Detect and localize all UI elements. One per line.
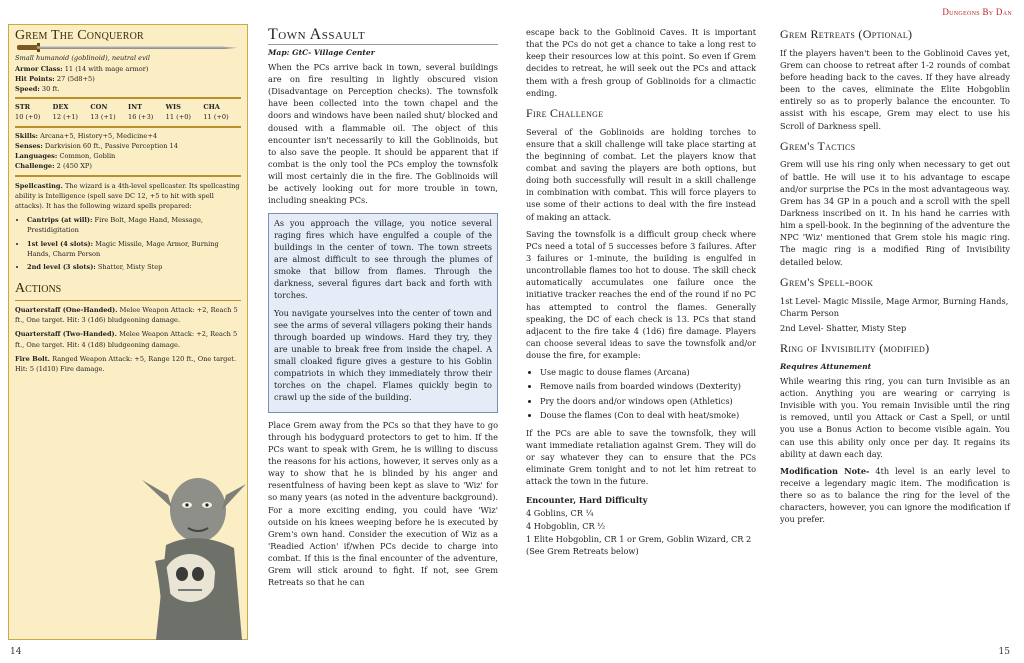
list-item: • Douse the flames (Con to deal with heat/smoke) (540, 409, 756, 421)
section-heading: Fire Challenge (526, 105, 604, 120)
column-fire-challenge (526, 26, 756, 558)
divider (15, 126, 241, 128)
read-aloud-paragraph: You navigate yourselves into the center of town and see the arms of several villagers poking their hands through boarded up windows. Hard they try, they are unable to break free from inside the chapel. A small cloaked figure gives a gesture to his Goblin compatriots in which they immediately throw their torches on the chapel. Flames quickly begin to crawl up the side of the building. (274, 307, 492, 403)
read-aloud-box (268, 213, 498, 413)
brand-mark: Dungeons By Dan (942, 7, 1012, 17)
actions-heading: Actions (15, 278, 241, 301)
hit-points: Hit Points: 27 (5d8+5) (15, 74, 95, 83)
skills: Skills: Arcana+5, History+5, Medicine+4 (15, 131, 158, 140)
armor-class: Armor Class: 11 (14 with mage armor) (15, 64, 149, 73)
ability-scores: STR DEX CON INT WIS CHA 10 (+0) 12 (+1) 13 (+1) 16 (+3) 11 (+0) 11 (+0) (15, 103, 229, 122)
encounter-line: 1 Elite Hobgoblin, CR 1 or Grem, Goblin Wizard, CR 2 (See Grem Retreats below) (526, 533, 752, 557)
action-entry: Quarterstaff (One-Handed). Melee Weapon Attack: +2, Reach 5 ft., One target. Hit: 3 (1d6) bludgeoning damage. (15, 306, 238, 325)
list-item: • Pry the doors and/or windows open (Athletics) (540, 395, 756, 407)
list-item: • 2nd level (3 slots): Shatter, Misty Step (27, 262, 241, 272)
paragraph: Several of the Goblinoids are holding torches to ensure that a skill challenge will take place starting at the beginning of combat. Let the players know that combat and saving the players are both options, but doing both successfully will result in a skill challenge in combination with combat. This will force players to use some of their actions to deal with the fire instead of making an attack. (526, 126, 756, 222)
bullet-list (526, 366, 756, 421)
section-heading: Ring of Invisibility (modified) (780, 340, 930, 355)
divider (15, 175, 241, 177)
sword-divider-icon (15, 43, 241, 51)
column-grem-retreats (780, 26, 1010, 531)
paragraph: Place Grem away from the PCs so that they have to go through his bodyguard protectors to get to him. If the PCs want to speak with Grem, he is willing to discuss the reasons for his actions, however, it serves only as a way to show that he is blinded by his anger and resentfulness of having been kept as slave to 'Wiz' for so many years (as noted in the adventure background). For a more exciting ending, you could have 'Wiz' outside on his knees weeping before he is executed by Grem's own hand. Consider the execution of Wiz as a 'Readied Action' if/when PCs decide to charge into combat. If this is the final encounter of the adventure, Grem will stick around to fight. If not, see Grem Retreats so that he can (268, 419, 498, 588)
section-heading: Grem Retreats (Optional) (780, 27, 913, 41)
modification-note: Modification Note- 4th level is an early level to receive a legendary magic item. The modification is there so as to balance the ring for the level of the characters, however, you can ignore the modification if you prefer. (780, 465, 1010, 525)
list-item: • Cantrips (at will): Fire Bolt, Mage Hand, Message, Prestidigitation (27, 215, 241, 235)
spellbook-line: 1st Level- Magic Missile, Mage Armor, Burning Hands, Charm Person (780, 295, 1009, 318)
action-entry: Fire Bolt. Ranged Weapon Attack: +5, Range 120 ft., One target. Hit: 5 (1d10) Fire damage. (15, 354, 237, 374)
page-number-right: 15 (998, 647, 1010, 657)
paragraph: If the PCs are able to save the townsfolk, they will want immediate retaliation against Grem. They will do or say whatever they can to ensure that the PCs eliminate Grem tonight and to not let him retreat to attack the town in the future. (526, 427, 756, 487)
encounter-line: 4 Hobgoblin, CR ½ (526, 520, 606, 531)
statblock-subtitle: Small humanoid (goblinoid), neutral evil (15, 54, 151, 63)
paragraph: If the players haven't been to the Goblinoid Caves yet, Grem can choose to retreat after 1-2 rounds of combat before heading back to the caves. If they have already been to the caves, eliminate the Elite Hobgoblin entirely so as to properly balance the encounter. To assist with his escape, Grem may elect to use his Scroll of Darkness spell. (780, 47, 1010, 131)
attunement-note: Requires Attunement (780, 361, 872, 371)
spellbook-line: 2nd Level- Shatter, Misty Step (780, 322, 907, 333)
goblin-illustration (138, 450, 248, 640)
list-item: • Use magic to douse flames (Arcana) (540, 366, 756, 378)
speed: Speed: 30 ft. (15, 85, 60, 94)
section-title: Town Assault (268, 26, 498, 45)
paragraph: While wearing this ring, you can turn Invisible as an action. Anything you are wearing or carrying is Invisible with you. You remain Invisible until the ring is removed, until you Attack or Cast a Spell, or until you use a Bonus Action to become visible again. You can use this ability only once per day. It regains its ability at dawn each day. (780, 375, 1010, 459)
encounter-line: 4 Goblins, CR ¼ (526, 507, 594, 518)
spell-list (15, 215, 241, 272)
paragraph: escape back to the Goblinoid Caves. It is important that the PCs do not get a chance to take a long rest to keep their resources low at this point. So even if Grem decides to retreat, he will seek out the PCs and attack them with a fresh group of Goblinoids for a climactic ending. (526, 27, 756, 98)
paragraph: When the PCs arrive back in town, several buildings are on fire resulting in lightly obscured vision (Disadvantage on Perception checks). The townsfolk have been collected into the town chapel and the doors and windows have been nailed shut/ blocked and doused with a flammable oil. The object of this encounter isn't necessarily to kill the Goblinoids, but to also save the people. It should be apparent that if combat is the only tool the PCs employ the townsfolk will most certainly die in the fire. The Goblinoids will be actively looking out for more trouble in town, including sneaking PCs. (268, 61, 498, 206)
list-item: • Remove nails from boarded windows (Dexterity) (540, 380, 756, 392)
page-number-left: 14 (10, 647, 22, 657)
statblock-title: Grem The Conqueror (15, 28, 144, 43)
divider (15, 97, 241, 99)
languages: Languages: Common, Goblin (15, 152, 116, 161)
list-item: • 1st level (4 slots): Magic Missile, Mage Armor, Burning Hands, Charm Person (27, 239, 241, 259)
paragraph: Grem will use his ring only when necessary to get out of battle. He will use it to his advantage to escape and/or surprise the PCs in the most advantageous way. Grem has 34 GP in a pouch and a scroll with the spell Darkness inscribed on it. In his hand he carries with him a spell-book. In the beginning of the adventure the NPC 'Wiz' mentioned that Grem stole his magic ring. The magic ring is a modified Ring of Invisibility detailed below. (780, 159, 1010, 267)
paragraph: Saving the townsfolk is a difficult group check where PCs need a total of 5 successes before 3 failures. After 3 failures or 1-minute, the building is engulfed in uncontrollable flames too hot to douse. The skill check automatically accumulates one failure once the initiative tracker reaches the end of the round if no PC has attempted to control the flames. Generally speaking, the DC of each check is 13. PCs that stand adjacent to the fire take 4 (1d6) fire damage. Players can choose several ideas to save the townsfolk and/or douse the fire, for example: (526, 228, 756, 361)
challenge: Challenge: 2 (450 XP) (15, 162, 92, 171)
senses: Senses: Darkvision 60 ft., Passive Perception 14 (15, 141, 178, 150)
map-reference: Map: GtC- Village Center (268, 47, 375, 57)
spellcasting-trait: Spellcasting. The wizard is a 4th-level spellcaster. Its spellcasting ability is Intelligence (spell save DC 12, +5 to hit with spell attacks). It has the following wizard spells prepared: (15, 181, 240, 211)
section-heading: Grem's Tactics (780, 138, 856, 153)
read-aloud-paragraph: As you approach the village, you notice several raging fires which have engulfed a couple of the buildings in the center of town. The town streets are almost difficult to see through the plumes of smoke that billow from flames. Through the darkness, several figures dart back and forth with torches. (274, 217, 492, 301)
encounter-heading: Encounter, Hard Difficulty (526, 494, 648, 505)
action-entry: Quarterstaff (Two-Handed). Melee Weapon Attack: +2, Reach 5 ft., One target. Hit: 4 (1d8) bludgeoning damage. (15, 330, 238, 349)
column-town-assault (268, 26, 498, 594)
section-heading: Grem's Spell-book (780, 274, 874, 289)
